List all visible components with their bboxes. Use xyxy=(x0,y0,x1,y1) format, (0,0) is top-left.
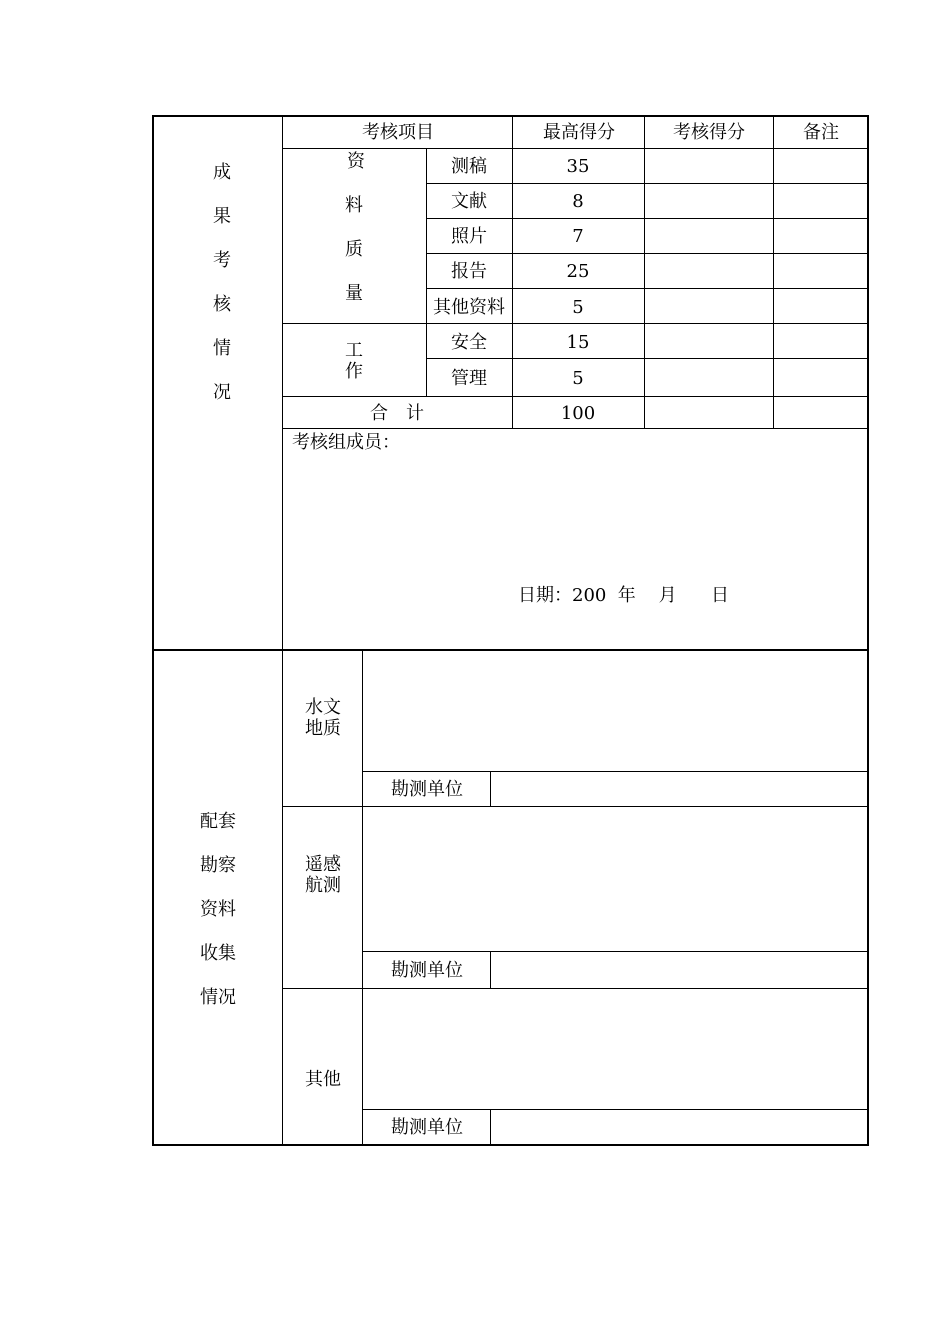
section-label-line: 收集 xyxy=(200,943,236,964)
group-label-char: 工 xyxy=(345,340,363,361)
item-max-score: 8 xyxy=(572,191,584,212)
score-input-cell[interactable] xyxy=(645,359,773,396)
survey-unit-label: 勘测单位 xyxy=(391,779,463,800)
block-label-line: 水文 xyxy=(305,697,341,718)
section-label-char: 况 xyxy=(213,382,231,403)
grid-line xyxy=(426,148,427,396)
survey-unit-input[interactable] xyxy=(491,1110,867,1144)
members-label: 考核组成员： xyxy=(292,432,400,453)
hydrogeology-content-area[interactable] xyxy=(363,651,867,771)
remark-input-cell[interactable] xyxy=(774,324,867,358)
section-label-char: 核 xyxy=(213,294,231,315)
header-remark: 备注 xyxy=(803,122,839,143)
remark-input-cell[interactable] xyxy=(774,149,867,183)
item-name: 其他资料 xyxy=(433,297,505,318)
item-max-score: 5 xyxy=(572,297,584,318)
section-label-line: 情况 xyxy=(200,987,236,1008)
score-input-cell[interactable] xyxy=(645,149,773,183)
group-label-char: 量 xyxy=(345,283,363,304)
score-input-cell[interactable] xyxy=(645,219,773,253)
score-input-cell[interactable] xyxy=(645,254,773,288)
date-label: 日期：200 年 月 日 xyxy=(518,585,730,606)
table-border-top xyxy=(152,115,869,117)
survey-unit-label: 勘测单位 xyxy=(391,1117,463,1138)
section-label-line: 配套 xyxy=(200,811,236,832)
remark-input-cell[interactable] xyxy=(774,254,867,288)
section-label-char: 果 xyxy=(213,206,231,227)
block-label-line: 地质 xyxy=(305,718,341,739)
item-max-score: 25 xyxy=(566,261,590,282)
item-max-score: 5 xyxy=(572,368,584,389)
table-border-right xyxy=(867,115,869,1146)
total-max-score: 100 xyxy=(560,403,596,424)
members-input-area[interactable] xyxy=(283,429,867,649)
score-input-cell[interactable] xyxy=(645,324,773,358)
total-label: 合 计 xyxy=(370,403,424,424)
total-remark-input-cell[interactable] xyxy=(774,397,867,428)
item-name: 报告 xyxy=(451,261,487,282)
group-label-char: 质 xyxy=(345,239,363,260)
score-input-cell[interactable] xyxy=(645,184,773,218)
remote-sensing-content-area[interactable] xyxy=(363,807,867,951)
section-label-char: 成 xyxy=(213,162,231,183)
grid-line xyxy=(512,115,513,428)
item-name: 文献 xyxy=(451,191,487,212)
score-input-cell[interactable] xyxy=(645,289,773,323)
survey-unit-input[interactable] xyxy=(491,952,867,988)
group-label-char: 作 xyxy=(345,361,363,382)
item-name: 管理 xyxy=(451,368,487,389)
remark-input-cell[interactable] xyxy=(774,289,867,323)
block-label-line: 航测 xyxy=(305,875,341,896)
section-label-char: 情 xyxy=(213,338,231,359)
header-assessment-score: 考核得分 xyxy=(673,122,745,143)
item-max-score: 35 xyxy=(566,156,590,177)
section-label-char: 考 xyxy=(213,250,231,271)
group-label-char: 资 xyxy=(347,151,365,172)
survey-unit-label: 勘测单位 xyxy=(391,960,463,981)
total-score-input-cell[interactable] xyxy=(645,397,773,428)
remark-input-cell[interactable] xyxy=(774,359,867,396)
table-border-bottom xyxy=(152,1144,869,1146)
header-max-score: 最高得分 xyxy=(543,122,615,143)
remark-input-cell[interactable] xyxy=(774,219,867,253)
group-label-char: 料 xyxy=(345,195,363,216)
item-name: 测稿 xyxy=(451,156,487,177)
survey-unit-input[interactable] xyxy=(491,772,867,806)
remark-input-cell[interactable] xyxy=(774,184,867,218)
item-max-score: 15 xyxy=(566,332,590,353)
table-border-left xyxy=(152,115,154,1146)
block-label-line: 遥感 xyxy=(305,854,341,875)
block-label-line: 其他 xyxy=(305,1069,341,1090)
section-label-line: 资料 xyxy=(200,899,236,920)
header-assessment-item: 考核项目 xyxy=(362,122,434,143)
other-content-area[interactable] xyxy=(363,989,867,1109)
item-max-score: 7 xyxy=(572,226,584,247)
item-name: 照片 xyxy=(451,226,487,247)
item-name: 安全 xyxy=(451,332,487,353)
section-label-line: 勘察 xyxy=(200,855,236,876)
